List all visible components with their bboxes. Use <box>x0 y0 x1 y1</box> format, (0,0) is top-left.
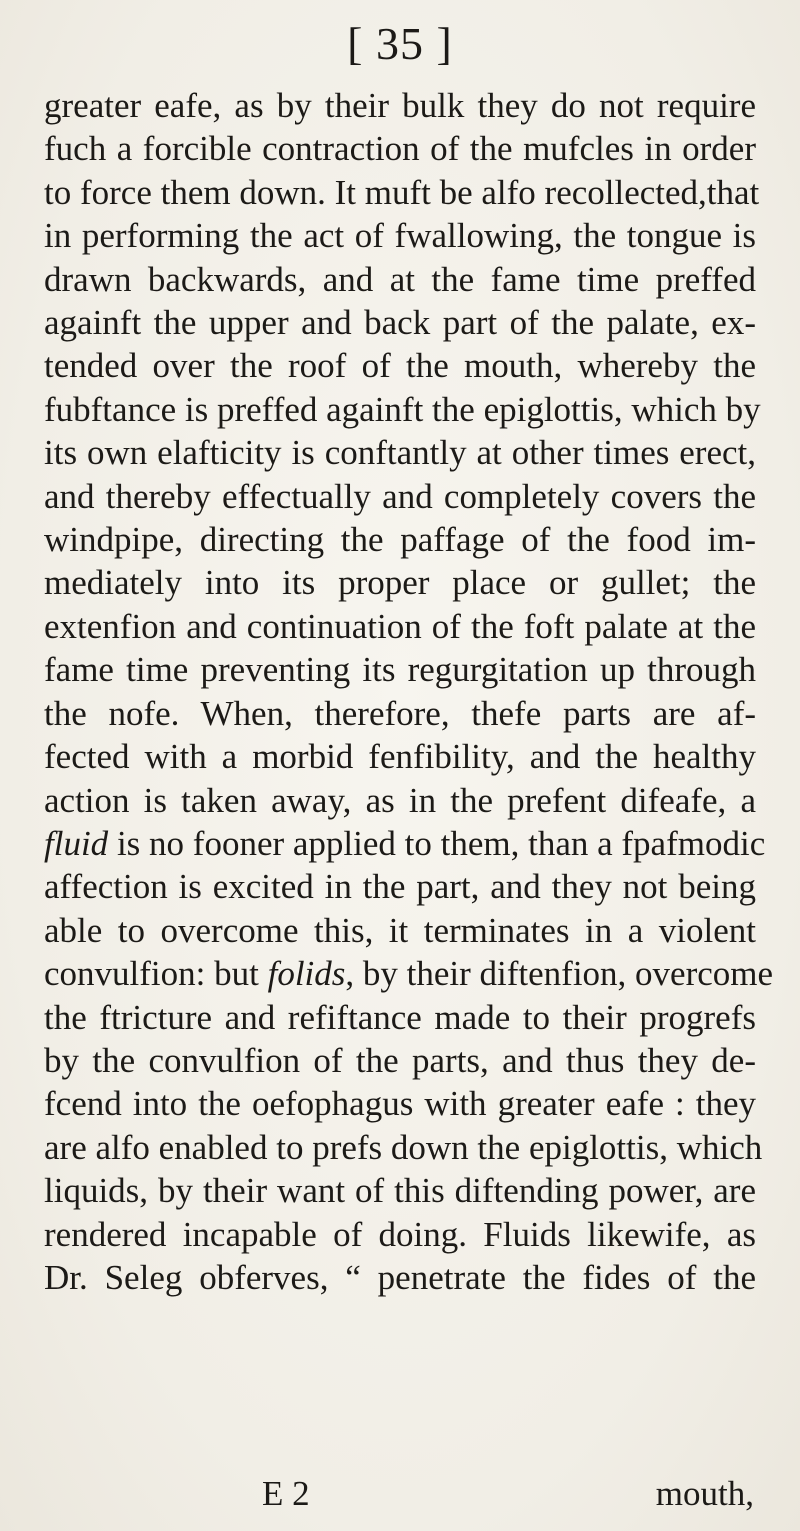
page-footer <box>44 1472 756 1516</box>
text-line: in performing the act of fwallowing, the tongue is <box>44 216 756 256</box>
text-line: by the convulfion of the parts, and thus they de- <box>44 1040 756 1080</box>
page-number: [ 35 ] <box>347 18 453 69</box>
text-line: are alfo enabled to prefs down the epiglottis, which <box>44 1127 763 1167</box>
text-line: fluid is no fooner applied to them, than a fpafmodic <box>44 823 766 863</box>
text-line: fubftance is preffed againft the epiglottis, which by <box>44 389 761 429</box>
catchword: mouth, <box>655 1474 754 1513</box>
text-line: able to overcome this, it terminates in a violent <box>44 910 756 950</box>
text-line: and thereby effectually and completely covers the <box>44 476 756 516</box>
text-line: action is taken away, as in the prefent difeafe, a <box>44 780 756 820</box>
text-line: liquids, by their want of this diftending power, are <box>44 1171 756 1211</box>
text-line: its own elafticity is conftantly at other times erect, <box>44 433 756 473</box>
italic-word: folids <box>267 954 346 994</box>
text-line: greater eafe, as by their bulk they do not require <box>44 86 756 125</box>
text-line: Dr. Seleg obferves, “ penetrate the fides of the <box>44 1257 756 1297</box>
text-line: the ftricture and refiftance made to their progrefs <box>44 997 756 1037</box>
signature-mark: E 2 <box>262 1474 310 1513</box>
text-line: fected with a morbid fenfibility, and the healthy <box>44 737 756 777</box>
text-line: affection is excited in the part, and they not being <box>44 867 756 907</box>
text-line: fuch a forcible contraction of the mufcles in order <box>44 129 756 169</box>
text-line: fame time preventing its regurgitation up through <box>44 650 756 690</box>
text-line: convulfion: but folids, by their diftenfion, overcome <box>44 954 774 994</box>
text-line: tended over the roof of the mouth, whereby the <box>44 346 756 386</box>
text-line: to force them down. It muft be alfo recollected,that <box>44 172 760 212</box>
text-line: windpipe, directing the paffage of the food im- <box>44 520 756 560</box>
text-line: the nofe. When, therefore, thefe parts are af- <box>44 693 756 733</box>
text-line: drawn backwards, and at the fame time preffed <box>44 259 756 299</box>
text-line: extenfion and continuation of the foft palate at the <box>44 606 756 646</box>
italic-word: fluid <box>44 823 109 863</box>
text-line: againft the upper and back part of the palate, ex- <box>44 303 756 343</box>
text-line: mediately into its proper place or gullet; the <box>44 563 756 603</box>
text-line: rendered incapable of doing. Fluids likewife, as <box>44 1214 756 1254</box>
text-line: fcend into the oefophagus with greater eafe : they <box>44 1084 756 1124</box>
body-text <box>44 84 774 1299</box>
